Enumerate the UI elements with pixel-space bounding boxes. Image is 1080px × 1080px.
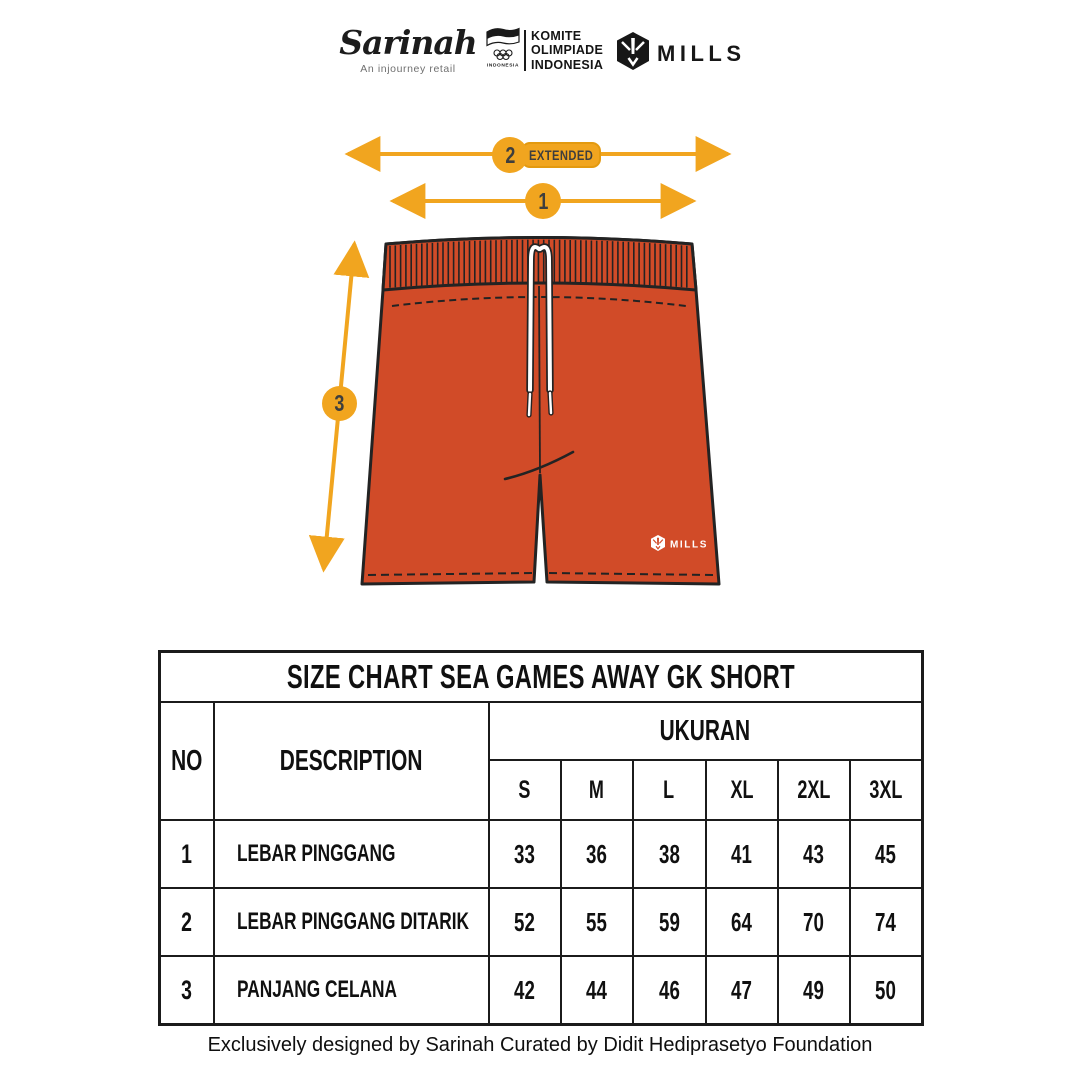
sarinah-tagline: An injourney retail (360, 63, 456, 75)
row-description: LEBAR PINGGANG DITARIK (214, 888, 489, 956)
koi-flag-caption: INDONESIA (486, 63, 520, 69)
olympic-committee-wordmark (531, 29, 603, 72)
extended-label-pill (521, 142, 601, 168)
measure-number-3: 3 (334, 390, 345, 416)
row-no: 3 (160, 956, 214, 1025)
header-ukuran: UKURAN (489, 702, 923, 760)
measure-number-2: 2 (505, 141, 515, 168)
measure-badge-1 (525, 183, 561, 219)
header-size-s: S (489, 760, 561, 820)
header-description: DESCRIPTION (214, 702, 489, 820)
olympic-rings-icon (494, 50, 512, 60)
table-row: 1 LEBAR PINGGANG 33 36 38 41 43 45 (160, 820, 923, 888)
header-size-2xl: 2XL (778, 760, 850, 820)
row-no: 2 (160, 888, 214, 956)
koi-divider (524, 30, 526, 71)
table-row: 2 LEBAR PINGGANG DITARIK 52 55 59 64 70 74 (160, 888, 923, 956)
sarinah-wordmark: Sarinah (339, 23, 477, 62)
shorts-graphic (350, 228, 730, 588)
measure-badge-3 (322, 386, 357, 421)
mills-wordmark: MILLS (657, 41, 746, 66)
row-description: LEBAR PINGGANG (214, 820, 489, 888)
table-row: 3 PANJANG CELANA 42 44 46 47 49 50 (160, 956, 923, 1025)
row-no: 1 (160, 820, 214, 888)
center-seam (539, 286, 540, 473)
row-description: PANJANG CELANA (214, 956, 489, 1025)
header-no: NO (160, 702, 214, 820)
header-size-xl: XL (706, 760, 778, 820)
header-size-m: M (561, 760, 633, 820)
sarinah-logo (338, 23, 478, 75)
measure-number-1: 1 (538, 187, 548, 214)
size-chart-title-cell (160, 652, 923, 703)
footer-credit: Exclusively designed by Sarinah Curated by Didit Hediprasetyo Foundation (207, 1034, 873, 1056)
size-chart-table (158, 650, 924, 1026)
header-size-3xl: 3XL (850, 760, 923, 820)
extended-label: EXTENDED (528, 147, 594, 163)
mills-helmet-icon (615, 31, 651, 71)
header-size-l: L (633, 760, 706, 820)
koi-line-3: INDONESIA (531, 57, 604, 72)
koi-line-1: KOMITE (531, 29, 582, 43)
shorts-mills-wordmark: MILLS (670, 539, 708, 551)
size-chart-title: SIZE CHART SEA GAMES AWAY GK SHORT (286, 658, 796, 695)
olympic-committee-flag-rings-icon (485, 27, 521, 71)
measure-badge-2 (492, 137, 528, 173)
koi-line-2: OLIMPIADE (531, 43, 604, 58)
